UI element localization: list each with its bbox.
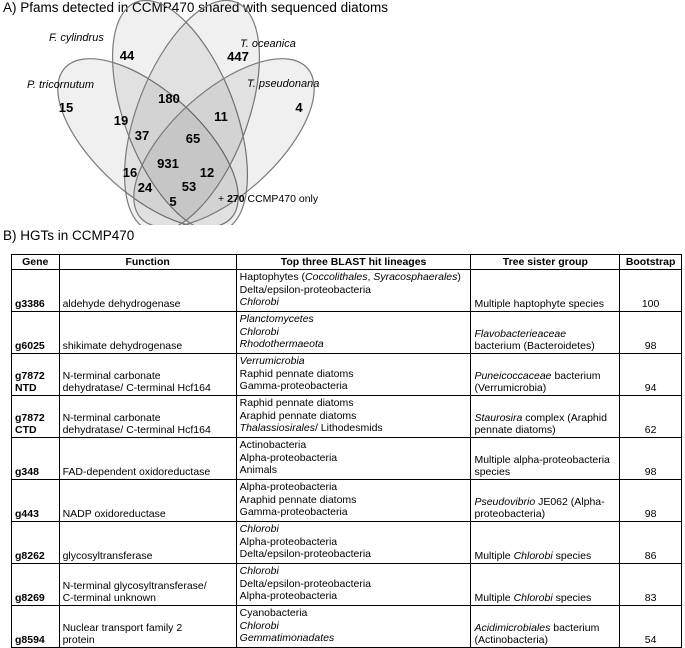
lineage-line: Chlorobi xyxy=(239,325,279,338)
tree-sister-cell xyxy=(471,522,620,564)
label-p-tricornutum: P. tricornutum xyxy=(27,79,95,91)
tree-line: proteobacteria) xyxy=(474,508,546,520)
gene-line: g443 xyxy=(15,508,39,520)
count-pt-fc: 19 xyxy=(113,113,129,128)
panel-b-heading: B) HGTs in CCMP470 xyxy=(3,228,135,243)
bootstrap-cell: 98 xyxy=(620,480,682,522)
extra-suffix: CCMP470 only xyxy=(244,193,319,205)
tree-line: (Actinobacteria) xyxy=(474,634,548,646)
blast-lineages-cell xyxy=(236,522,471,564)
bootstrap-cell: 98 xyxy=(620,438,682,480)
count-pt-only: 15 xyxy=(58,100,74,115)
count-to-tp: 11 xyxy=(214,109,228,124)
blast-lineages-cell xyxy=(236,270,471,312)
lineage-line: Rhodothermaeota xyxy=(239,338,324,351)
col-bootstrap: Bootstrap xyxy=(620,255,682,270)
gene-line: g7872 xyxy=(15,411,45,424)
count-all: 931 xyxy=(157,156,179,171)
bootstrap-cell: 100 xyxy=(620,270,682,312)
count-to-only: 447 xyxy=(227,49,249,64)
table-row xyxy=(12,480,682,522)
tree-sister-cell xyxy=(471,354,620,396)
gene-cell xyxy=(12,606,60,648)
table-row xyxy=(12,522,682,564)
tree-sister-cell xyxy=(471,438,620,480)
lineage-line: Raphid pennate diatoms xyxy=(239,397,354,410)
tree-line: Multiple Chlorobi species xyxy=(474,592,592,604)
hgt-table xyxy=(11,254,682,648)
label-t-oceanica: T. oceanica xyxy=(240,38,296,50)
tree-line: Puneicoccaceae bacterium xyxy=(474,369,601,382)
table-row xyxy=(12,354,682,396)
lineage-line: Alpha-proteobacteria xyxy=(239,590,338,603)
tree-line: Acidimicrobiales bacterium xyxy=(474,621,600,634)
function-line: protein xyxy=(62,634,95,646)
lineage-line: Thalassiosirales/ Lithodesmids xyxy=(239,422,383,435)
blast-lineages-cell xyxy=(236,606,471,648)
lineage-line: Chlorobi xyxy=(239,565,279,578)
bootstrap-cell: 98 xyxy=(620,312,682,354)
tree-sister-cell xyxy=(471,270,620,312)
tree-line: Pseudovibrio JE062 (Alpha- xyxy=(474,495,605,508)
tree-sister-cell xyxy=(471,312,620,354)
blast-lineages-cell xyxy=(236,312,471,354)
function-line: N-terminal carbonate xyxy=(62,411,161,424)
panel-a-heading: A) Pfams detected in CCMP470 shared with sequenced diatoms xyxy=(3,0,388,15)
gene-line: g348 xyxy=(15,466,39,478)
count-fc-to-tp: 65 xyxy=(185,131,201,146)
function-cell xyxy=(59,438,236,480)
tree-sister-cell xyxy=(471,396,620,438)
lineage-line: Delta/epsilon-proteobacteria xyxy=(239,577,371,590)
tree-line: Multiple Chlorobi species xyxy=(474,550,592,562)
function-line: dehydratase/ C-terminal Hcf164 xyxy=(62,424,211,436)
lineage-line: Delta/epsilon-proteobacteria xyxy=(239,548,371,561)
bootstrap-cell: 83 xyxy=(620,564,682,606)
gene-cell xyxy=(12,522,60,564)
function-line: N-terminal glycosyltransferase/ xyxy=(62,579,207,592)
lineage-line: Gamma-proteobacteria xyxy=(239,380,348,393)
tree-sister-cell xyxy=(471,606,620,648)
bootstrap-cell: 94 xyxy=(620,354,682,396)
count-pt-fc-to: 37 xyxy=(134,128,150,143)
blast-lineages-cell xyxy=(236,480,471,522)
function-line: Nuclear transport family 2 xyxy=(62,621,183,634)
table-row xyxy=(12,564,682,606)
function-cell xyxy=(59,354,236,396)
gene-cell xyxy=(12,270,60,312)
tree-line: pennate diatoms) xyxy=(474,424,556,436)
bootstrap-cell: 54 xyxy=(620,606,682,648)
function-line: NADP oxidoreductase xyxy=(62,508,166,520)
extra-prefix: + xyxy=(218,193,228,205)
count-fc-to: 180 xyxy=(158,91,180,106)
col-function: Function xyxy=(59,255,236,270)
gene-line: g8269 xyxy=(15,592,45,604)
gene-line: g7872 xyxy=(15,369,45,382)
function-cell xyxy=(59,312,236,354)
lineage-line: Gamma-proteobacteria xyxy=(239,506,348,519)
lineage-line: Verrumicrobia xyxy=(239,355,305,368)
tree-sister-cell xyxy=(471,564,620,606)
tree-line: Multiple haptophyte species xyxy=(474,298,605,310)
gene-line: NTD xyxy=(15,382,37,394)
table-row xyxy=(12,438,682,480)
label-t-pseudonana: T. pseudonana xyxy=(247,78,320,90)
function-cell xyxy=(59,270,236,312)
lineage-line: Planctomycetes xyxy=(239,313,314,326)
table-row xyxy=(12,312,682,354)
lineage-line: Raphid pennate diatoms xyxy=(239,367,354,380)
function-line: dehydratase/ C-terminal Hcf164 xyxy=(62,382,211,394)
lineage-line: Gemmatimonadates xyxy=(239,632,335,645)
tree-line: species xyxy=(474,466,511,478)
lineage-line: Chlorobi xyxy=(239,296,279,309)
gene-line: g8594 xyxy=(15,634,45,646)
function-cell xyxy=(59,522,236,564)
count-pt-tp: 5 xyxy=(169,194,177,209)
gene-cell xyxy=(12,396,60,438)
tree-line: bacterium (Bacteroidetes) xyxy=(474,340,595,352)
lineage-line: Alpha-proteobacteria xyxy=(239,535,338,548)
gene-line: g3386 xyxy=(15,298,45,310)
tree-sister-cell xyxy=(471,480,620,522)
function-line: FAD-dependent oxidoreductase xyxy=(62,466,211,478)
function-cell xyxy=(59,480,236,522)
lineage-line: Haptophytes (Coccolithales, Syracosphaerales) xyxy=(239,271,461,284)
function-line: aldehyde dehydrogenase xyxy=(62,298,181,310)
count-pt-to-tp: 53 xyxy=(181,179,197,194)
lineage-line: Araphid pennate diatoms xyxy=(239,409,357,422)
blast-lineages-cell xyxy=(236,354,471,396)
table-row xyxy=(12,270,682,312)
count-fc-tp: 12 xyxy=(199,165,215,180)
gene-cell xyxy=(12,312,60,354)
col-blast: Top three BLAST hit lineages xyxy=(236,255,471,270)
tree-line: Multiple alpha-proteobacteria xyxy=(474,453,610,466)
gene-line: g8262 xyxy=(15,550,45,562)
gene-line: g6025 xyxy=(15,340,45,352)
function-cell xyxy=(59,564,236,606)
function-cell xyxy=(59,396,236,438)
table-header-row xyxy=(12,255,682,270)
lineage-line: Chlorobi xyxy=(239,523,279,536)
col-gene: Gene xyxy=(12,255,60,270)
lineage-line: Animals xyxy=(239,464,278,477)
lineage-line: Alpha-proteobacteria xyxy=(239,451,338,464)
table-row xyxy=(12,606,682,648)
lineage-line: Cyanobacteria xyxy=(239,607,308,620)
tree-line: (Verrumicrobia) xyxy=(474,382,547,394)
gene-line: CTD xyxy=(15,424,37,436)
gene-cell xyxy=(12,564,60,606)
tree-line: Staurosira complex (Araphid xyxy=(474,411,607,424)
blast-lineages-cell xyxy=(236,438,471,480)
venn-diagram xyxy=(0,0,685,225)
bootstrap-cell: 86 xyxy=(620,522,682,564)
gene-cell xyxy=(12,438,60,480)
blast-lineages-cell xyxy=(236,564,471,606)
gene-cell xyxy=(12,480,60,522)
col-tree: Tree sister group xyxy=(471,255,620,270)
function-line: shikimate dehydrogenase xyxy=(62,340,183,352)
lineage-line: Alpha-proteobacteria xyxy=(239,481,338,494)
lineage-line: Chlorobi xyxy=(239,619,279,632)
extra-count: 270 xyxy=(227,193,245,205)
gene-cell xyxy=(12,354,60,396)
function-line: C-terminal unknown xyxy=(62,592,156,604)
tree-line: Flavobacterieaceae xyxy=(474,327,567,340)
lineage-line: Araphid pennate diatoms xyxy=(239,493,357,506)
function-line: glycosyltransferase xyxy=(62,550,153,562)
function-line: N-terminal carbonate xyxy=(62,369,161,382)
count-fc-only: 44 xyxy=(119,48,135,63)
bootstrap-cell: 62 xyxy=(620,396,682,438)
count-pt-fc-tp: 24 xyxy=(137,180,153,195)
count-pt-to: 16 xyxy=(122,165,138,180)
function-cell xyxy=(59,606,236,648)
lineage-line: Actinobacteria xyxy=(239,439,307,452)
label-f-cylindrus: F. cylindrus xyxy=(49,32,104,44)
table-row xyxy=(12,396,682,438)
count-tp-only: 4 xyxy=(295,100,303,115)
lineage-line: Delta/epsilon-proteobacteria xyxy=(239,283,371,296)
ccmp470-only-note xyxy=(218,193,318,205)
blast-lineages-cell xyxy=(236,396,471,438)
